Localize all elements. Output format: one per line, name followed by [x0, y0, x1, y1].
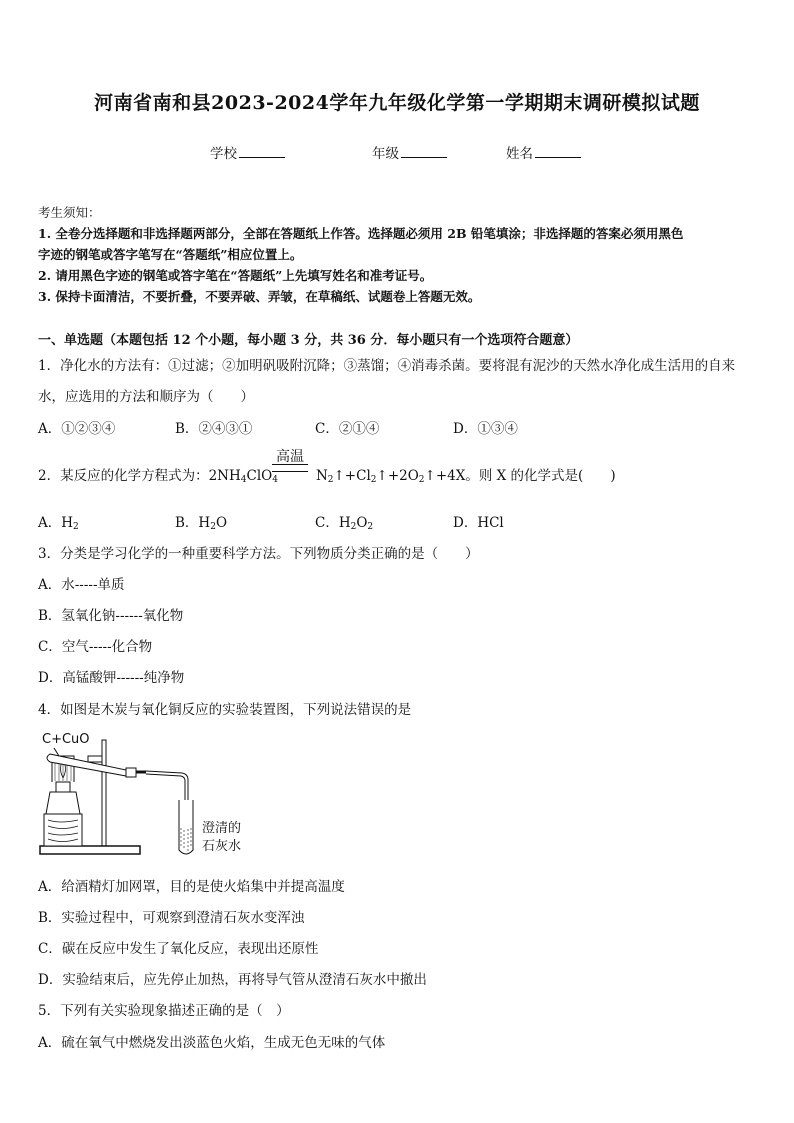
- q1-option-a: A．①②③④: [38, 421, 116, 437]
- q2-option-c: [315, 511, 373, 532]
- q3-option-d: D．高锰酸钾------纯净物: [38, 670, 185, 686]
- q3-option-c: C．空气-----化合物: [38, 639, 153, 655]
- q2-stem: [38, 464, 616, 485]
- q1-option-d: D．①③④: [453, 421, 518, 437]
- lamp-neck: [56, 782, 70, 792]
- q4-option-b: B．实验过程中，可观察到澄清石灰水变浑浊: [38, 910, 305, 926]
- grade-field: [372, 142, 447, 162]
- q1-line1: 1．净化水的方法有：①过滤；②加明矾吸附沉降；③蒸馏；④消毒杀菌。要将混有泥沙的天然水净化成生活用的自来: [38, 358, 736, 374]
- school-blank: [239, 145, 285, 158]
- notice-item-2: 2. 请用黑色字迹的钢笔或答字笔在“答题纸”上先填写姓名和准考证号。: [38, 268, 433, 283]
- stand-rod: [102, 740, 106, 846]
- q1-option-b: B．②④③①: [175, 421, 253, 437]
- q4-stem: 4．如图是木炭与氧化铜反应的实验装置图，下列说法错误的是: [38, 702, 412, 718]
- q2-sub: 4: [240, 475, 247, 485]
- q3-stem: 3．分类是学习化学的一种重要科学方法。下列物质分类正确的是（ ）: [38, 546, 479, 562]
- q2-sub: 2: [350, 522, 357, 532]
- name-blank: [535, 145, 581, 158]
- q2-rest2: ↑+2O: [376, 468, 419, 484]
- q2-option-a-text: A．H: [38, 515, 74, 531]
- school-field: [210, 142, 285, 162]
- q3-option-a: A．水-----单质: [38, 577, 125, 593]
- name-label: 姓名: [506, 146, 533, 162]
- q2-option-b-text: B．H: [175, 515, 211, 531]
- notice-heading: 考生须知：: [38, 205, 101, 220]
- limewater-label-2: 石灰水: [202, 839, 242, 854]
- notice-item-3: 3. 保持卡面清洁，不要折叠，不要弄破、弄皱，在草稿纸、试题卷上答题无效。: [38, 289, 481, 304]
- notice-item-1b: 字迹的钢笔或答字笔写在“答题纸”相应位置上。: [38, 247, 303, 262]
- grade-blank: [401, 145, 447, 158]
- clamp: [88, 756, 102, 762]
- q2-condition: 高温: [276, 449, 304, 465]
- q2-rest3: ↑+4X。则 X 的化学式是( ): [424, 468, 616, 484]
- section-heading: 一、单选题（本题包括 12 个小题，每小题 3 分，共 36 分．每小题只有一个选项符合题意）: [38, 333, 579, 348]
- q2-prefix: 2．某反应的化学方程式为：2NH: [38, 468, 241, 484]
- apparatus-svg: [38, 726, 278, 861]
- school-label: 学校: [210, 146, 237, 162]
- q2-sub: 2: [73, 522, 79, 532]
- q2-sub: 2: [327, 475, 334, 485]
- q2-option-b: [175, 511, 227, 532]
- page-title: 河南省南和县2023-2024学年九年级化学第一学期期末调研模拟试题: [94, 92, 700, 114]
- stand-base: [40, 846, 140, 854]
- q2-sub: 2: [210, 522, 216, 532]
- q2-clo: ClO: [246, 468, 273, 484]
- q2-sub: 2: [367, 522, 374, 532]
- q4-option-c: C．碳在反应中发生了氧化反应，表现出还原性: [38, 941, 319, 957]
- q2-sub: 4: [272, 475, 278, 485]
- q2-sub: 2: [418, 475, 425, 485]
- apparatus-diagram: [38, 726, 278, 865]
- q2-option-d: D．HCl: [453, 515, 504, 531]
- limewater-label-1: 澄清的: [202, 821, 242, 836]
- q2-option-c-text2: O: [356, 515, 368, 531]
- q3-option-b: B．氢氧化钠------氧化物: [38, 608, 184, 624]
- q4-option-a: A．给酒精灯加网罩，目的是使火焰集中并提高温度: [38, 879, 345, 895]
- q1-option-c: C．②①④: [315, 421, 380, 437]
- q2-option-b-text2: O: [215, 515, 228, 531]
- q2-sub: 2: [370, 475, 377, 485]
- name-field: [506, 142, 581, 162]
- stopper: [126, 768, 136, 777]
- q5-option-a: A．硫在氧气中燃烧发出淡蓝色火焰，生成无色无味的气体: [38, 1035, 386, 1051]
- q2-option-a: [38, 511, 79, 532]
- q2-equation-sign: [272, 464, 308, 472]
- q2-n: N: [315, 468, 328, 484]
- notice-item-1a: 1. 全卷分选择题和非选择题两部分，全部在答题纸上作答。选择题必须用 2B 铅笔填涂；非选择题的答案必须用黑色: [38, 226, 684, 241]
- reactants-label: C+CuO: [42, 732, 90, 747]
- q1-line2: 水，应选用的方法和顺序为（ ）: [38, 389, 254, 405]
- q4-option-d: D．实验结束后，应先停止加热，再将导气管从澄清石灰水中撤出: [38, 972, 427, 988]
- q5-stem: 5．下列有关实验现象描述正确的是（ ）: [38, 1003, 290, 1019]
- q2-rest1: ↑+Cl: [333, 468, 371, 484]
- q2-option-c-text: C．H: [315, 515, 351, 531]
- grade-label: 年级: [372, 146, 399, 162]
- alcohol-lamp: [46, 792, 80, 814]
